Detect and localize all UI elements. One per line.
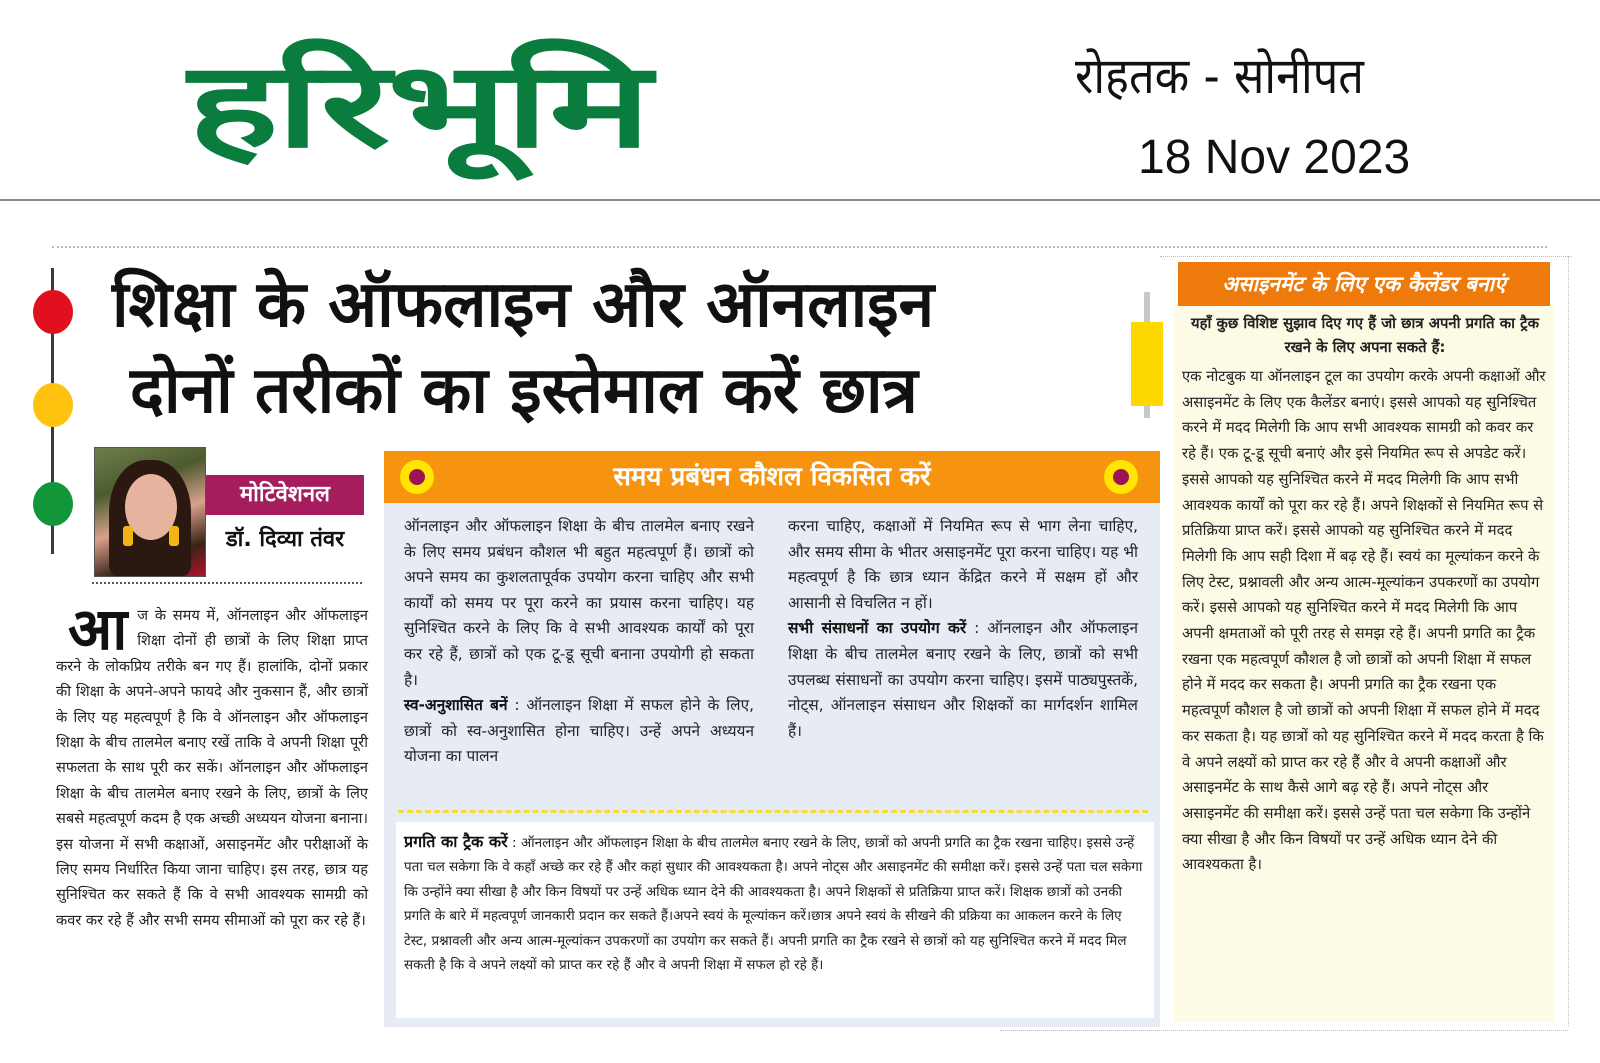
headline-line-2: दोनों तरीकों का इस्तेमाल करें छात्र xyxy=(130,354,918,428)
author-divider xyxy=(92,582,362,584)
intro-text: ज के समय में, ऑनलाइन और ऑफलाइन शिक्षा दोनों ही छात्रों के लिए शिक्षा प्राप्त करने के लोकप्रिय तरीके बन गए हैं। हालांकि, दोनों प्रकार की शिक्षा के अपने-अपने फायदे और नुकसान हैं, और छात्रों के लिए यह महत्वपूर्ण है कि वे ऑनलाइन और ऑफलाइन शिक्षा के बीच तालमेल बनाए रखें ताकि वे अपनी शिक्षा पूरी सफलता के साथ पूरी कर सकें। ऑनलाइन और ऑफलाइन शिक्षा के बीच तालमेल बनाए रखने के लिए, छात्रों के लिए सबसे महत्वपूर्ण कदम है एक अच्छी अध्ययन योजना बनाना। इस योजना में सभी कक्षाओं, असाइनमेंट और परीक्षाओं के लिए समय निर्धारित किया जाना चाहिए। इस तरह, छात्र यह सुनिश्चित कर सकते हैं कि वे सभी आवश्यक सामग्री को कवर कर रहे हैं और सभी समय सीमाओं को पूरा कर रहे हैं। xyxy=(56,607,368,929)
calendar-body: एक नोटबुक या ऑनलाइन टूल का उपयोग करके अपनी कक्षाओं और असाइनमेंट के लिए एक कैलेंडर बनाएं। इससे आपको यह सुनिश्चित करने में मदद मिलेगी कि आप सभी आवश्यक सामग्री को कवर कर रहे हैं। एक टू-डू सूची बनाएं और इसे नियमित रूप से अपडेट करें।इससे आपको यह सुनिश्चित करने में मदद मिलेगी कि आप सभी आवश्यक कार्यों को पूरा कर रहे हैं। अपने शिक्षकों से नियमित रूप से प्रतिक्रिया प्राप्त करें। इससे आपको यह सुनिश्चित करने में मदद मिलेगी कि आप सही दिशा में बढ़ रहे हैं। स्वयं का मूल्यांकन करने के लिए टेस्ट, प्रश्नावली और अन्य आत्म-मूल्यांकन उपकरणों का उपयोग करें। इससे आपको यह सुनिश्चित करने में मदद मिलेगी कि आप अपनी क्षमताओं को पूरी तरह से समझ रहे हैं। अपनी प्रगति का ट्रैक रखना एक महत्वपूर्ण कौशल है जो छात्रों को अपनी शिक्षा में सफल होने में मदद कर सकता है। अपनी प्रगति का ट्रैक रखना एक महत्वपूर्ण कौशल है जो छात्रों को अपनी शिक्षा में सफल होने में मदद कर सकता है। यह छात्रों को यह सुनिश्चित करने में मदद करता है कि वे अपने लक्ष्यों को प्राप्त कर रहे हैं और वे अपनी कक्षाओं और असाइनमेंट के साथ कैसे आगे बढ़ रहे हैं। अपने नोट्स और असाइनमेंट की समीक्षा करें। इससे उन्हें पता चल सकेगा कि उन्होंने क्या सीखा है और किन विषयों पर उन्हें अधिक ध्यान देने की आवश्यकता है। xyxy=(1182,368,1546,874)
article-top-border xyxy=(52,246,1547,248)
progress-text: : ऑनलाइन और ऑफलाइन शिक्षा के बीच तालमेल बनाए रखने के लिए, छात्रों को अपनी प्रगति का ट्रैक रखना चाहिए। इससे उन्हें पता चल सकेगा कि वे कहाँ अच्छे कर रहे हैं और कहां सुधार की आवश्यकता है। अपने नोट्स और असाइनमेंट की समीक्षा करें। इससे उन्हें पता चल सकेगा कि उन्होंने क्या सीखा है और किन विषयों पर उन्हें अधिक ध्यान देने की आवश्यकता है। अपने शिक्षकों से प्रतिक्रिया प्राप्त करें। शिक्षक छात्रों को उनकी प्रगति के बारे में महत्वपूर्ण जानकारी प्रदान कर सकते हैं।अपने स्वयं के मूल्यांकन करें।छात्र अपने स्वयं के सीखने की प्रक्रिया का आकलन करने के लिए टेस्ट, प्रश्नावली और अन्य आत्म-मूल्यांकन उपकरणों का उपयोग कर सकते हैं। अपनी प्रगति का ट्रैक रखने से छात्रों को यह सुनिश्चित करने में मदद मिल सकती है कि वे अपने लक्ष्यों को प्राप्त कर रहे हैं और वे अपनी शिक्षा में सफल हो रहे हैं। xyxy=(404,835,1143,974)
candlestick-body-icon xyxy=(1131,322,1163,406)
green-light-icon xyxy=(33,482,73,526)
author-name: डॉ. दिव्या तंवर xyxy=(225,527,345,552)
edition-label: रोहतक - सोनीपत xyxy=(1075,47,1364,105)
drop-cap: आ xyxy=(68,595,128,663)
author-photo xyxy=(94,447,206,577)
time-management-column-2 xyxy=(788,514,1138,744)
resources-text: : ऑनलाइन और ऑफलाइन शिक्षा के बीच तालमेल बनाए रखने के लिए, छात्रों को सभी उपलब्ध संसाधनों का उपयोग करना चाहिए। इसमें पाठ्यपुस्तकें, नोट्स, ऑनलाइन संसाधन और शिक्षकों का मार्गदर्शन शामिल हैं। xyxy=(788,619,1139,740)
self-discipline-text: : ऑनलाइन शिक्षा में सफल होने के लिए, छात्रों को स्व-अनुशासित होना चाहिए। उन्हें अपने अध्ययन योजना का पालन xyxy=(404,696,754,766)
progress-section xyxy=(404,830,1149,977)
amber-light-icon xyxy=(33,383,73,427)
progress-heading: प्रगति का ट्रैक करें xyxy=(404,832,508,851)
masthead-divider xyxy=(0,199,1600,201)
time-management-title: समय प्रबंधन कौशल विकसित करें xyxy=(613,462,931,492)
time-management-column-1 xyxy=(404,514,754,770)
publication-date: 18 Nov 2023 xyxy=(1138,131,1411,184)
column-category-tag: मोटिवेशनल xyxy=(206,475,364,515)
sidebar-right-border xyxy=(1568,256,1569,1026)
resources-heading: सभी संसाधनों का उपयोग करें xyxy=(788,619,967,638)
calendar-intro: यहाँ कुछ विशिष्ट सुझाव दिए गए हैं जो छात्र अपनी प्रगति का ट्रैक रखने के लिए अपना सकते हैं: xyxy=(1191,315,1539,356)
time-management-continued: करना चाहिए, कक्षाओं में नियमित रूप से भाग लेना चाहिए, और समय सीमा के भीतर असाइनमेंट पूरा करना चाहिए। यह भी महत्वपूर्ण है कि छात्र ध्यान केंद्रित करने में सक्षम हों और आसानी से विचलित न हों। xyxy=(788,517,1138,612)
headline-line-1: शिक्षा के ऑफलाइन और ऑनलाइन xyxy=(112,268,935,342)
sidebar-top-border xyxy=(1160,256,1572,257)
sidebar-bottom-border xyxy=(1000,1030,1568,1031)
red-light-icon xyxy=(33,290,73,334)
masthead xyxy=(0,0,1600,200)
time-management-text: ऑनलाइन और ऑफलाइन शिक्षा के बीच तालमेल बनाए रखने के लिए समय प्रबंधन कौशल भी बहुत महत्वपूर्ण हैं। छात्रों को अपने समय का कुशलतापूर्वक उपयोग करना चाहिए और सभी कार्यों को समय पर पूरा करने का प्रयास करना चाहिए। यह सुनिश्चित करने के लिए कि वे सभी आवश्यक कार्यों को पूरा कर रहे हैं, छात्रों को एक टू-डू सूची बनाना उपयोगी हो सकता है। xyxy=(404,517,754,689)
newspaper-logo: हरिभूमि xyxy=(188,36,649,174)
article-headline xyxy=(112,262,1112,434)
self-discipline-heading: स्व-अनुशासित बनें xyxy=(404,696,508,715)
intro-column xyxy=(56,595,368,933)
section-divider xyxy=(398,810,1148,813)
calendar-title: असाइनमेंट के लिए एक कैलेंडर बनाएं xyxy=(1178,262,1550,306)
